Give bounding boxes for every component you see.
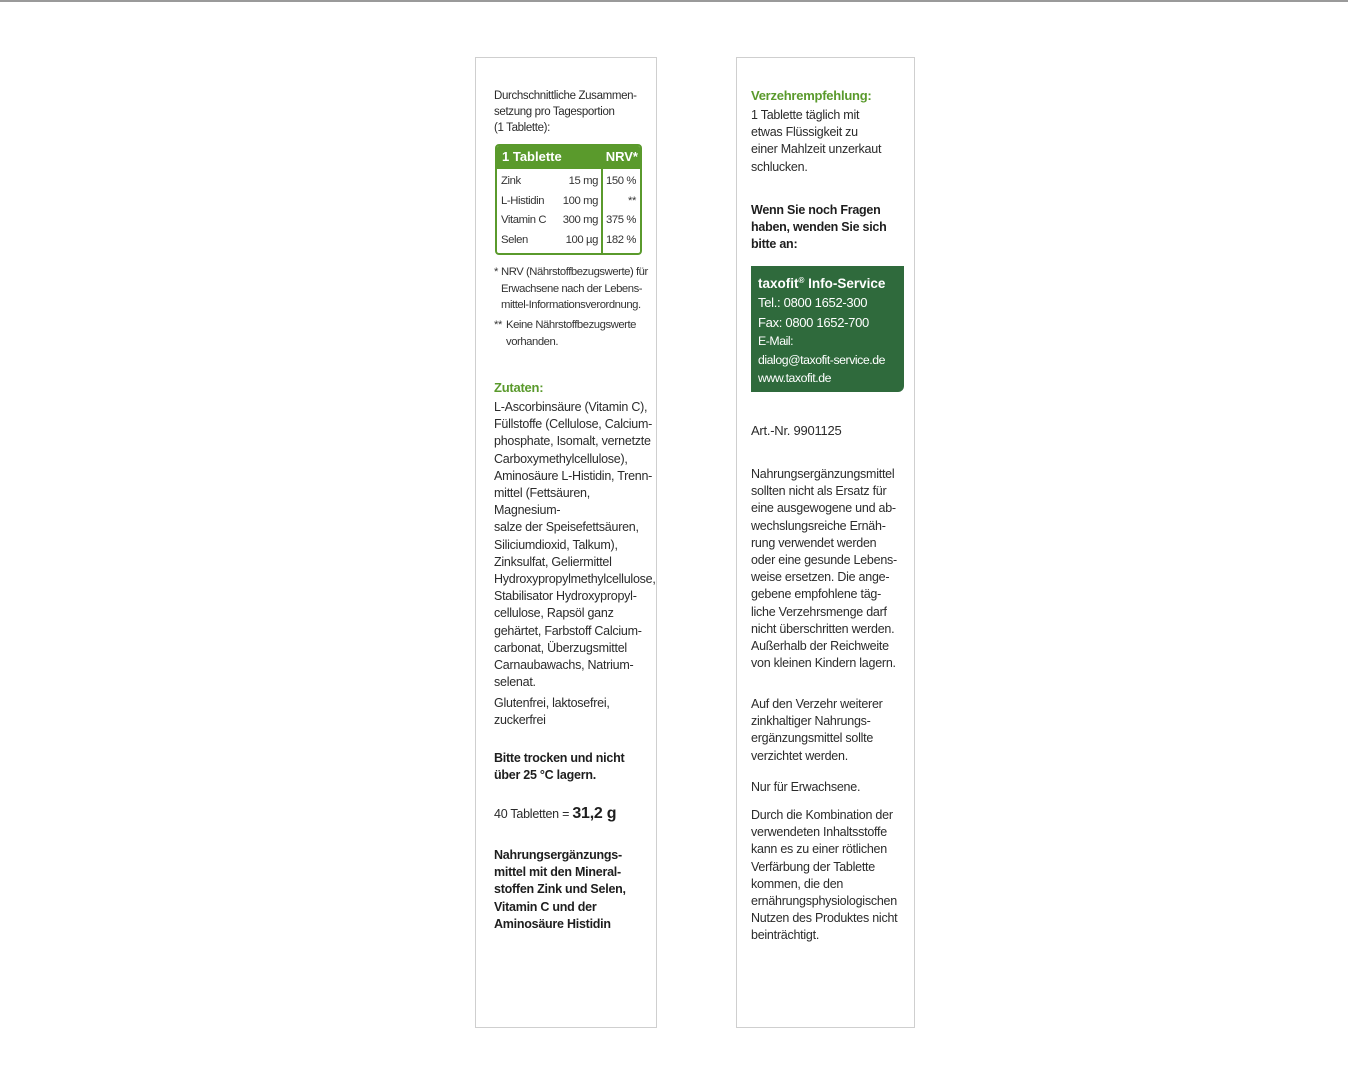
nutrient-amount: 100 mg (562, 194, 598, 207)
nutrient-amount: 15 mg (568, 175, 598, 187)
zinc-warning-text: Auf den Verzehr weiterer zinkhaltiger Nahrungs- ergänzungsmittel sollte verzichtet werden. (751, 697, 883, 763)
footnote-text: Keine Nährstoffbezugswerte vorhanden. (506, 319, 637, 348)
nutrient-name: Zink (501, 175, 521, 187)
registered-mark: ® (798, 276, 805, 285)
article-number: Art.-Nr. 9901125 (751, 423, 842, 438)
right-label-panel (736, 57, 915, 1028)
free-from-text: Glutenfrei, laktosefrei, zuckerfrei (494, 696, 610, 728)
nutrient-amount: 100 µg (565, 233, 598, 246)
table-row (497, 232, 640, 252)
ingredients-text: L-Ascorbinsäure (Vitamin C), Füllstoffe (Cellulose, Calcium- phosphate, Isomalt, vernetzte Carboxymethylcellulose), Aminosäure L-Histidin, Trenn- mittel (Fettsäuren, Magnesium- salze der Speisefettsäuren, Siliciumdioxid, Talkum), Zinksulfat, Geliermittel Hydroxypropylmethylcellulose, Stabilisator Hydroxypropyl- cellulose, Rapsöl ganz gehärtet, Farbstoff Calcium- carbonat, Überzugsmittel Carnaubawachs, Natrium- selenat. (494, 400, 656, 690)
footnote-mark: ** (494, 319, 502, 331)
nutrient-name: L-Histidin (501, 194, 545, 207)
footnote-text: NRV (Nährstoffbezugswerte) für Erwachsene nach der Lebens- mittel-Informationsverordnung. (501, 266, 648, 311)
nutrition-table (495, 144, 642, 255)
phone-number[interactable]: Tel.: 0800 1652-300 (758, 295, 868, 310)
info-service-title (758, 271, 897, 293)
composition-intro: Durchschnittliche Zusammen- setzung pro Tagesportion (1 Tablette): (494, 90, 637, 134)
nutrient-nrv: 150 % (605, 175, 636, 187)
questions-text: Wenn Sie noch Fragen haben, wenden Sie sich bitte an: (751, 203, 887, 252)
storage-instruction: Bitte trocken und nicht über 25 °C lagern. (494, 751, 625, 783)
table-header-nrv: NRV* (605, 149, 638, 164)
table-header-tablet: 1 Tablette (502, 149, 562, 164)
nutrient-nrv: 182 % (605, 233, 636, 246)
color-note-text: Durch die Kombination der verwendeten Inhaltsstoffe kann es zu einer rötlichen Verfärbung der Tablette kommen, die den ernährungsphysiologischen Nutzen des Produktes nicht beinträchtigt. (751, 808, 898, 943)
nutrient-amount: 300 mg (562, 214, 598, 226)
email-link[interactable]: dialog@taxofit-service.de (758, 352, 885, 367)
adults-only-text: Nur für Erwachsene. (751, 780, 861, 794)
quantity-weight: 31,2 g (572, 805, 617, 822)
footnote-no-nrv (494, 317, 656, 351)
email-label: E-Mail: (758, 334, 794, 348)
nutrient-nrv: 375 % (605, 214, 636, 226)
nutrient-name: Vitamin C (501, 214, 547, 226)
left-label-panel (475, 57, 657, 1028)
ingredients-heading: Zutaten: (494, 380, 544, 395)
top-border-line (0, 0, 1348, 2)
table-row (497, 212, 640, 232)
nutrient-nrv: ** (628, 194, 636, 207)
info-service-label: Info-Service (804, 276, 886, 291)
footnote-nrv (494, 264, 656, 316)
package-quantity (494, 805, 656, 823)
product-description: Nahrungsergänzungs- mittel mit den Mineral- stoffen Zink und Selen, Vitamin C und der Aminosäure Histidin (494, 848, 626, 931)
quantity-count: 40 Tabletten = (494, 807, 573, 821)
warning-text: Nahrungsergänzungsmittel sollten nicht als Ersatz für eine ausgewogene und ab- wechslungsreiche Ernäh- rung verwendet werden oder eine gesunde Lebens- weise ersetzen. Die ange- gebene empfohlene täg- liche Verzehrsmenge darf nicht überschritten werden. Außerhalb der Reichweite von kleinen Kindern lagern. (751, 467, 897, 671)
fax-number: Fax: 0800 1652-700 (758, 314, 869, 330)
website-link[interactable]: www.taxofit.de (758, 371, 831, 385)
table-row (497, 193, 640, 213)
dosage-heading: Verzehrempfehlung: (751, 88, 872, 103)
dosage-text: 1 Tablette täglich mit etwas Flüssigkeit zu einer Mahlzeit unzerkaut schlucken. (751, 108, 882, 174)
footnote-mark: * (494, 266, 498, 278)
info-service-box (751, 266, 904, 392)
nutrition-table-header (497, 146, 640, 169)
nutrient-name: Selen (501, 233, 528, 246)
brand-name: taxofit (758, 276, 799, 291)
table-row (497, 173, 640, 193)
